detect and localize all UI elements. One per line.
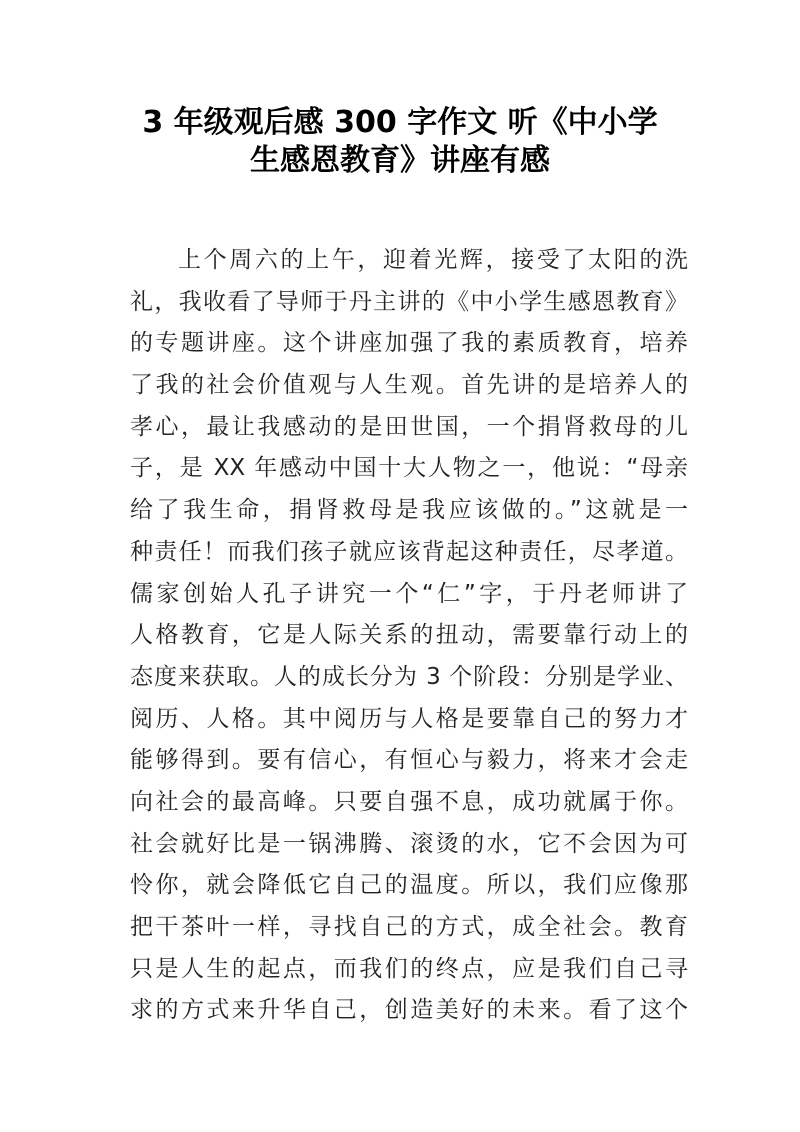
document-body bbox=[130, 240, 688, 1032]
body-line: 礼，我收看了导师于丹主讲的《中小学生感恩教育》 bbox=[130, 288, 688, 315]
body-line: 怜你，就会降低它自己的温度。所以，我们应像那 bbox=[130, 872, 688, 899]
body-line: 阅历、人格。其中阅历与人格是要靠自己的努力才 bbox=[130, 705, 688, 732]
body-line: 孝心，最让我感动的是田世国，一个捐肾救母的儿 bbox=[130, 413, 688, 440]
body-line: 求的方式来升华自己，创造美好的未来。看了这个 bbox=[130, 997, 688, 1024]
body-line: 种责任！而我们孩子就应该背起这种责任，尽孝道。 bbox=[130, 538, 688, 565]
document-title bbox=[0, 104, 800, 180]
body-line: 人格教育，它是人际关系的扭动，需要靠行动上的 bbox=[130, 622, 688, 649]
body-line: 把干茶叶一样，寻找自己的方式，成全社会。教育 bbox=[130, 914, 688, 940]
body-line: 向社会的最高峰。只要自强不息，成功就属于你。 bbox=[130, 788, 688, 815]
title-line: 生感恩教育》讲座有感 bbox=[250, 143, 550, 178]
body-line: 能够得到。要有信心，有恒心与毅力，将来才会走 bbox=[130, 747, 688, 774]
body-line: 子，是 XX 年感动中国十大人物之一，他说：“母亲 bbox=[130, 455, 688, 482]
title-line: 3 年级观后感 300 字作文 听《中小学 bbox=[142, 105, 658, 140]
body-line: 态度来获取。人的成长分为 3 个阶段：分别是学业、 bbox=[130, 663, 688, 690]
body-line: 的专题讲座。这个讲座加强了我的素质教育，培养 bbox=[130, 330, 688, 357]
body-line: 儒家创始人孔子讲究一个“仁”字，于丹老师讲了 bbox=[130, 580, 688, 607]
body-line: 给了我生命，捐肾救母是我应该做的。”这就是一 bbox=[130, 497, 688, 524]
body-line: 上个周六的上午，迎着光辉，接受了太阳的洗 bbox=[178, 247, 688, 273]
body-line: 只是人生的起点，而我们的终点，应是我们自己寻 bbox=[130, 955, 688, 982]
body-line: 社会就好比是一锅沸腾、滚烫的水，它不会因为可 bbox=[130, 830, 688, 857]
body-line: 了我的社会价值观与人生观。首先讲的是培养人的 bbox=[130, 372, 688, 399]
